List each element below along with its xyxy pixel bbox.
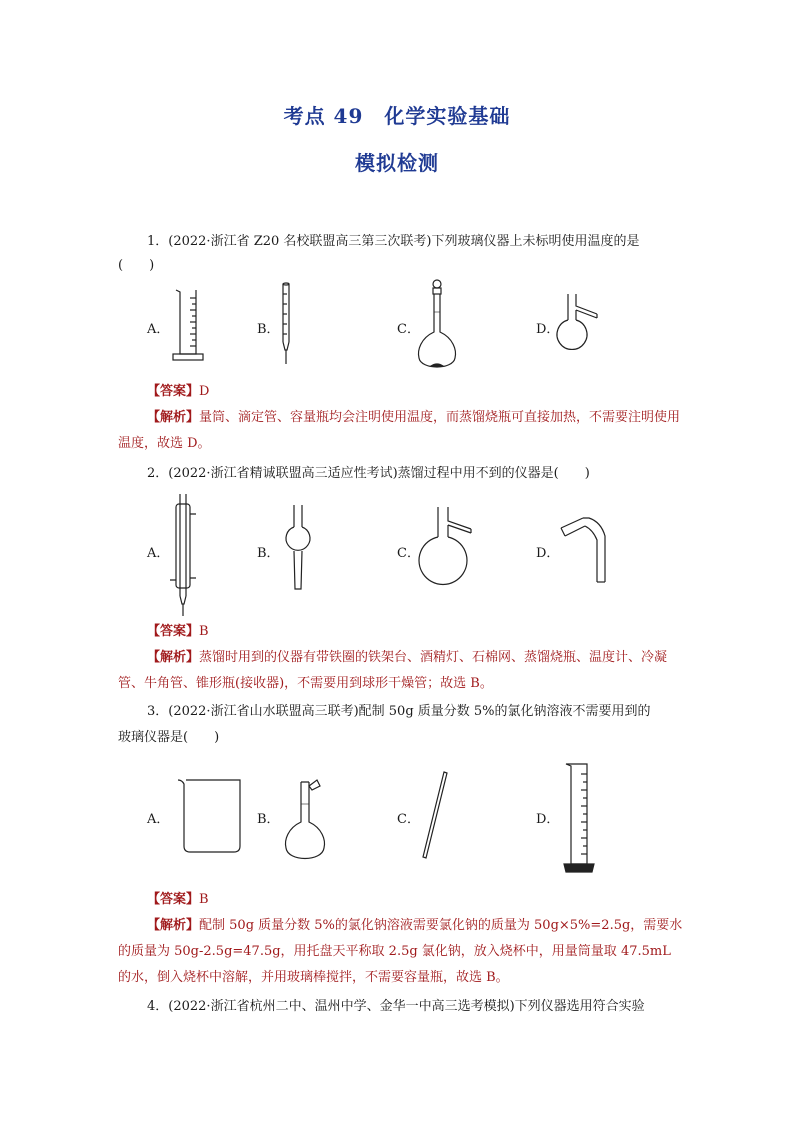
question-number: 4． (147, 999, 169, 1014)
distilling-flask-icon-2 (415, 505, 481, 585)
question-3-stem-line2: 玻璃仪器是( ) (118, 730, 220, 745)
q3-option-a-label: A． (147, 812, 170, 827)
q2-explanation: 【解析】蒸馏时用到的仪器有带铁圈的铁架台、酒精灯、石棉网、蒸馏烧瓶、温度计、冷凝管、牛角管、锥形瓶(接收器)，不需要用到球形干燥管；故选 B。 (118, 650, 668, 691)
question-text: (2022·浙江省杭州二中、温州中学、金华一中高三选考模拟)下列仪器选用符合实验 (168, 999, 645, 1014)
question-2-stem (147, 462, 717, 485)
burette-icon (278, 282, 294, 368)
condenser-icon (168, 492, 198, 620)
question-number: 2． (147, 466, 169, 481)
q1-answer: 【答案】D (147, 384, 210, 399)
adapter-icon (555, 512, 611, 586)
question-text: (2022·浙江省山水联盟高三联考)配制 50g 质量分数 5%的氯化钠溶液不需要用到的 (168, 704, 651, 719)
q2-option-a-label: A． (147, 546, 170, 561)
page-title: 考点 49 化学实验基础 (283, 104, 511, 128)
q2-option-b-label: B． (257, 546, 280, 561)
question-3-stem (147, 700, 717, 723)
drying-bulb-icon (278, 503, 318, 595)
q1-option-b-label: B． (257, 322, 280, 337)
q3-option-c-label: C． (397, 812, 420, 827)
page-subtitle: 模拟检测 (355, 151, 439, 175)
answer-value: B (199, 624, 209, 639)
question-1-stem (147, 230, 717, 253)
q1-option-d-label: D． (536, 322, 560, 337)
graduated-cylinder-icon (168, 286, 208, 366)
answer-value: D (199, 384, 210, 399)
q1-option-a-label: A． (147, 322, 170, 337)
q3-answer: 【答案】B (147, 892, 209, 907)
q2-answer: 【答案】B (147, 624, 209, 639)
question-1-stem-line2: ( ) (118, 258, 155, 273)
q1-option-c-label: C． (397, 322, 420, 337)
graduated-cylinder-icon-2 (562, 760, 596, 876)
q1-explanation: 【解析】量筒、滴定管、容量瓶均会注明使用温度，而蒸馏烧瓶可直接加热，不需要注明使用温度，故选 D。 (118, 410, 681, 451)
distilling-flask-icon (555, 292, 605, 358)
question-number: 3． (147, 704, 169, 719)
glass-rod-icon (420, 770, 450, 862)
question-number: 1． (147, 234, 169, 249)
volumetric-flask-icon-2 (284, 774, 332, 866)
q3-option-b-label: B． (257, 812, 280, 827)
q3-explanation: 【解析】配制 50g 质量分数 5%的氯化钠溶液需要氯化钠的质量为 50g×5%=2.5g，需要水的质量为 50g-2.5g=47.5g，用托盘天平称取 2.5g 氯化钠，放入烧杯中，用量筒量取 47.5mL 的水，倒入烧杯中溶解，并用玻璃棒搅拌，不需要容量瓶，故选 B。 (118, 918, 683, 985)
q2-option-d-label: D． (536, 546, 560, 561)
q2-option-c-label: C． (397, 546, 420, 561)
question-text: (2022·浙江省 Z20 名校联盟高三第三次联考)下列玻璃仪器上未标明使用温度的是 (168, 234, 640, 249)
question-text: (2022·浙江省精诚联盟高三适应性考试)蒸馏过程中用不到的仪器是( ) (168, 466, 590, 481)
question-4-stem (147, 995, 717, 1018)
answer-value: B (199, 892, 209, 907)
q3-option-d-label: D． (536, 812, 560, 827)
beaker-icon (176, 776, 246, 856)
volumetric-flask-icon (415, 278, 459, 376)
